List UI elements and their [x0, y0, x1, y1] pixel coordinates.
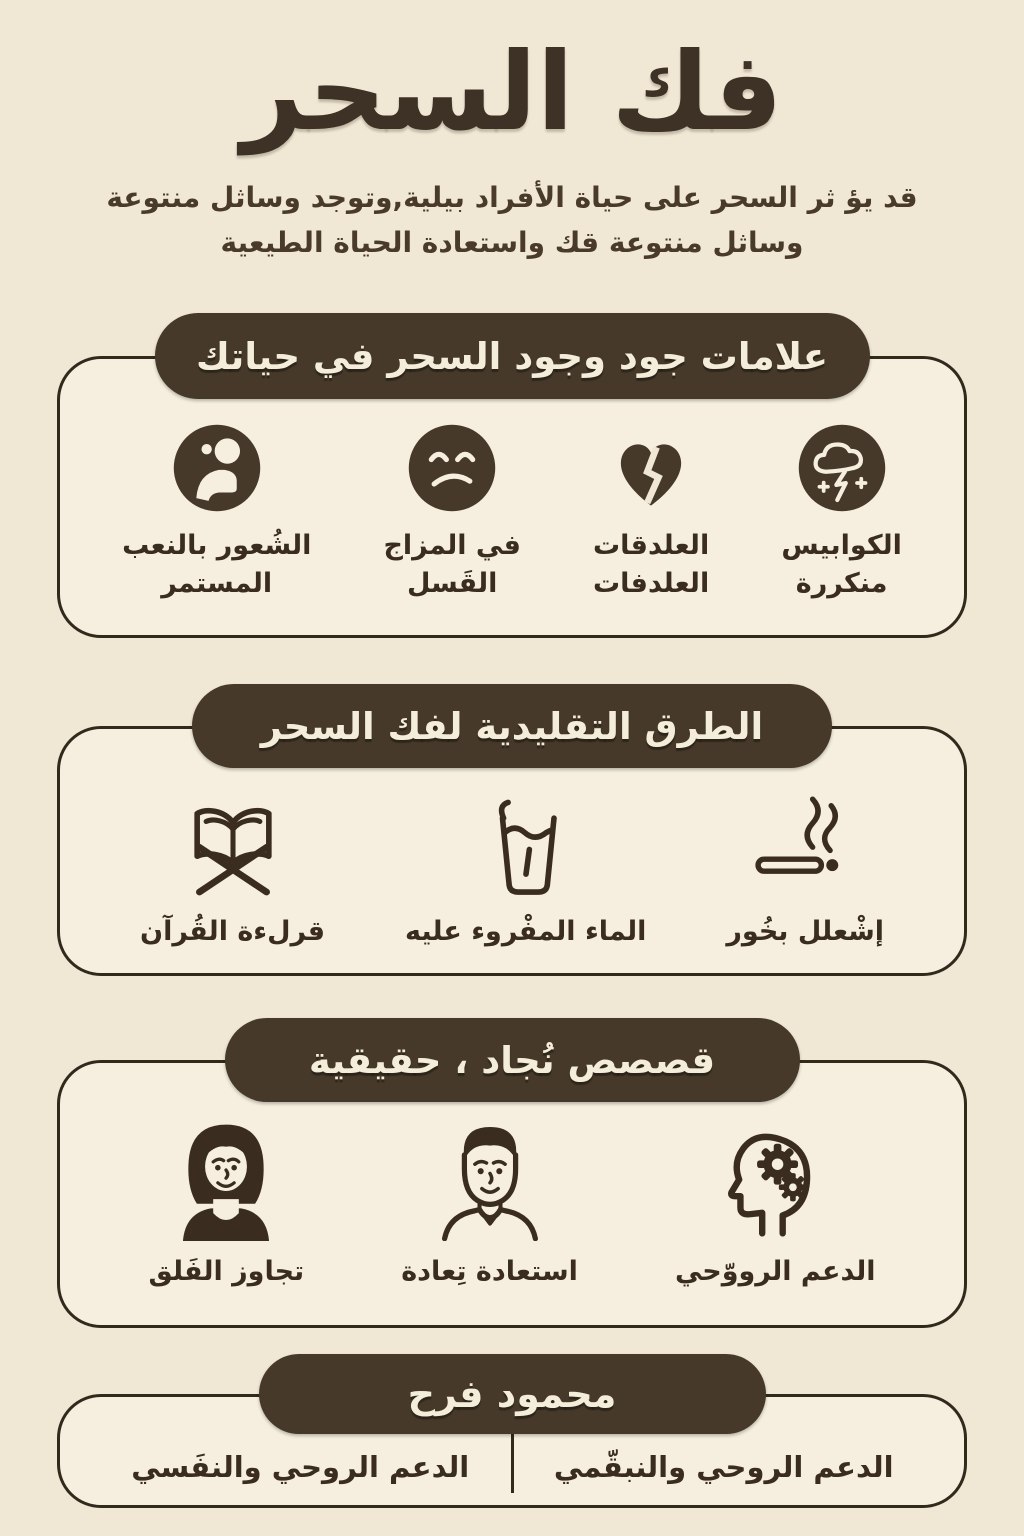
section-signs	[57, 313, 967, 638]
list-item	[405, 789, 646, 951]
sad-face-icon	[405, 421, 499, 515]
item-label: الدعم الرووّحي	[674, 1256, 876, 1288]
footer-divider	[511, 1427, 514, 1493]
item-label: إشْعلل بخُور	[726, 916, 885, 948]
item-label: في المزاج القَسل	[383, 530, 521, 600]
man-avatar-icon	[426, 1113, 554, 1241]
item-label: استعادة تِعادة	[401, 1256, 578, 1288]
incense-icon	[745, 789, 865, 901]
water-glass-icon	[470, 789, 582, 901]
page-subtitle	[0, 176, 1024, 266]
section-stories	[57, 1018, 967, 1328]
section-methods	[57, 684, 967, 976]
page-title: فك السحر	[241, 30, 783, 155]
head-gears-icon	[711, 1113, 839, 1241]
broken-heart-icon	[601, 421, 701, 515]
section-footer	[57, 1354, 967, 1508]
list-item	[401, 1113, 578, 1291]
item-label: الكوابيس منكررة	[781, 530, 902, 600]
footer-support-right: الدعم الروحي والنبقّمي	[553, 1450, 894, 1485]
section-methods-header: الطرق التقليدية لفك السحر	[192, 684, 832, 768]
list-item	[726, 789, 884, 951]
item-label: الشُعور بالنعب المستمر	[122, 530, 312, 600]
subtitle-line-1: قد يؤ ثر السحر على حياة الأفراد بيلية,وتوجد وساثل منتوعة	[106, 180, 918, 214]
tired-person-icon	[170, 421, 264, 515]
subtitle-line-2: وساثل منتوعة قك واستعادة الحياة الطيعية	[220, 225, 804, 259]
list-item	[593, 421, 709, 603]
quran-icon	[174, 789, 292, 901]
list-item	[122, 421, 311, 603]
item-label: العلدقات العلدفات	[593, 530, 710, 600]
list-item	[675, 1113, 876, 1291]
woman-avatar-icon	[162, 1113, 290, 1241]
section-stories-header: قصصص نُجاد ، حقيقية	[225, 1018, 800, 1102]
item-label: قرلءة القُرآن	[140, 916, 325, 948]
list-item	[140, 789, 325, 951]
list-item	[383, 421, 520, 603]
item-label: تجاوز الفَلق	[148, 1256, 305, 1288]
footer-name-header: محمود فرح	[259, 1354, 766, 1434]
list-item	[781, 421, 902, 603]
nightmare-cloud-icon	[795, 421, 889, 515]
item-label: الماء المفْروء عليه	[404, 916, 647, 948]
list-item	[149, 1113, 305, 1291]
section-signs-header: علامات جود وجود السحر في حياتك	[155, 313, 870, 399]
footer-support-left: الدعم الروحي والنفَسي	[131, 1450, 470, 1485]
